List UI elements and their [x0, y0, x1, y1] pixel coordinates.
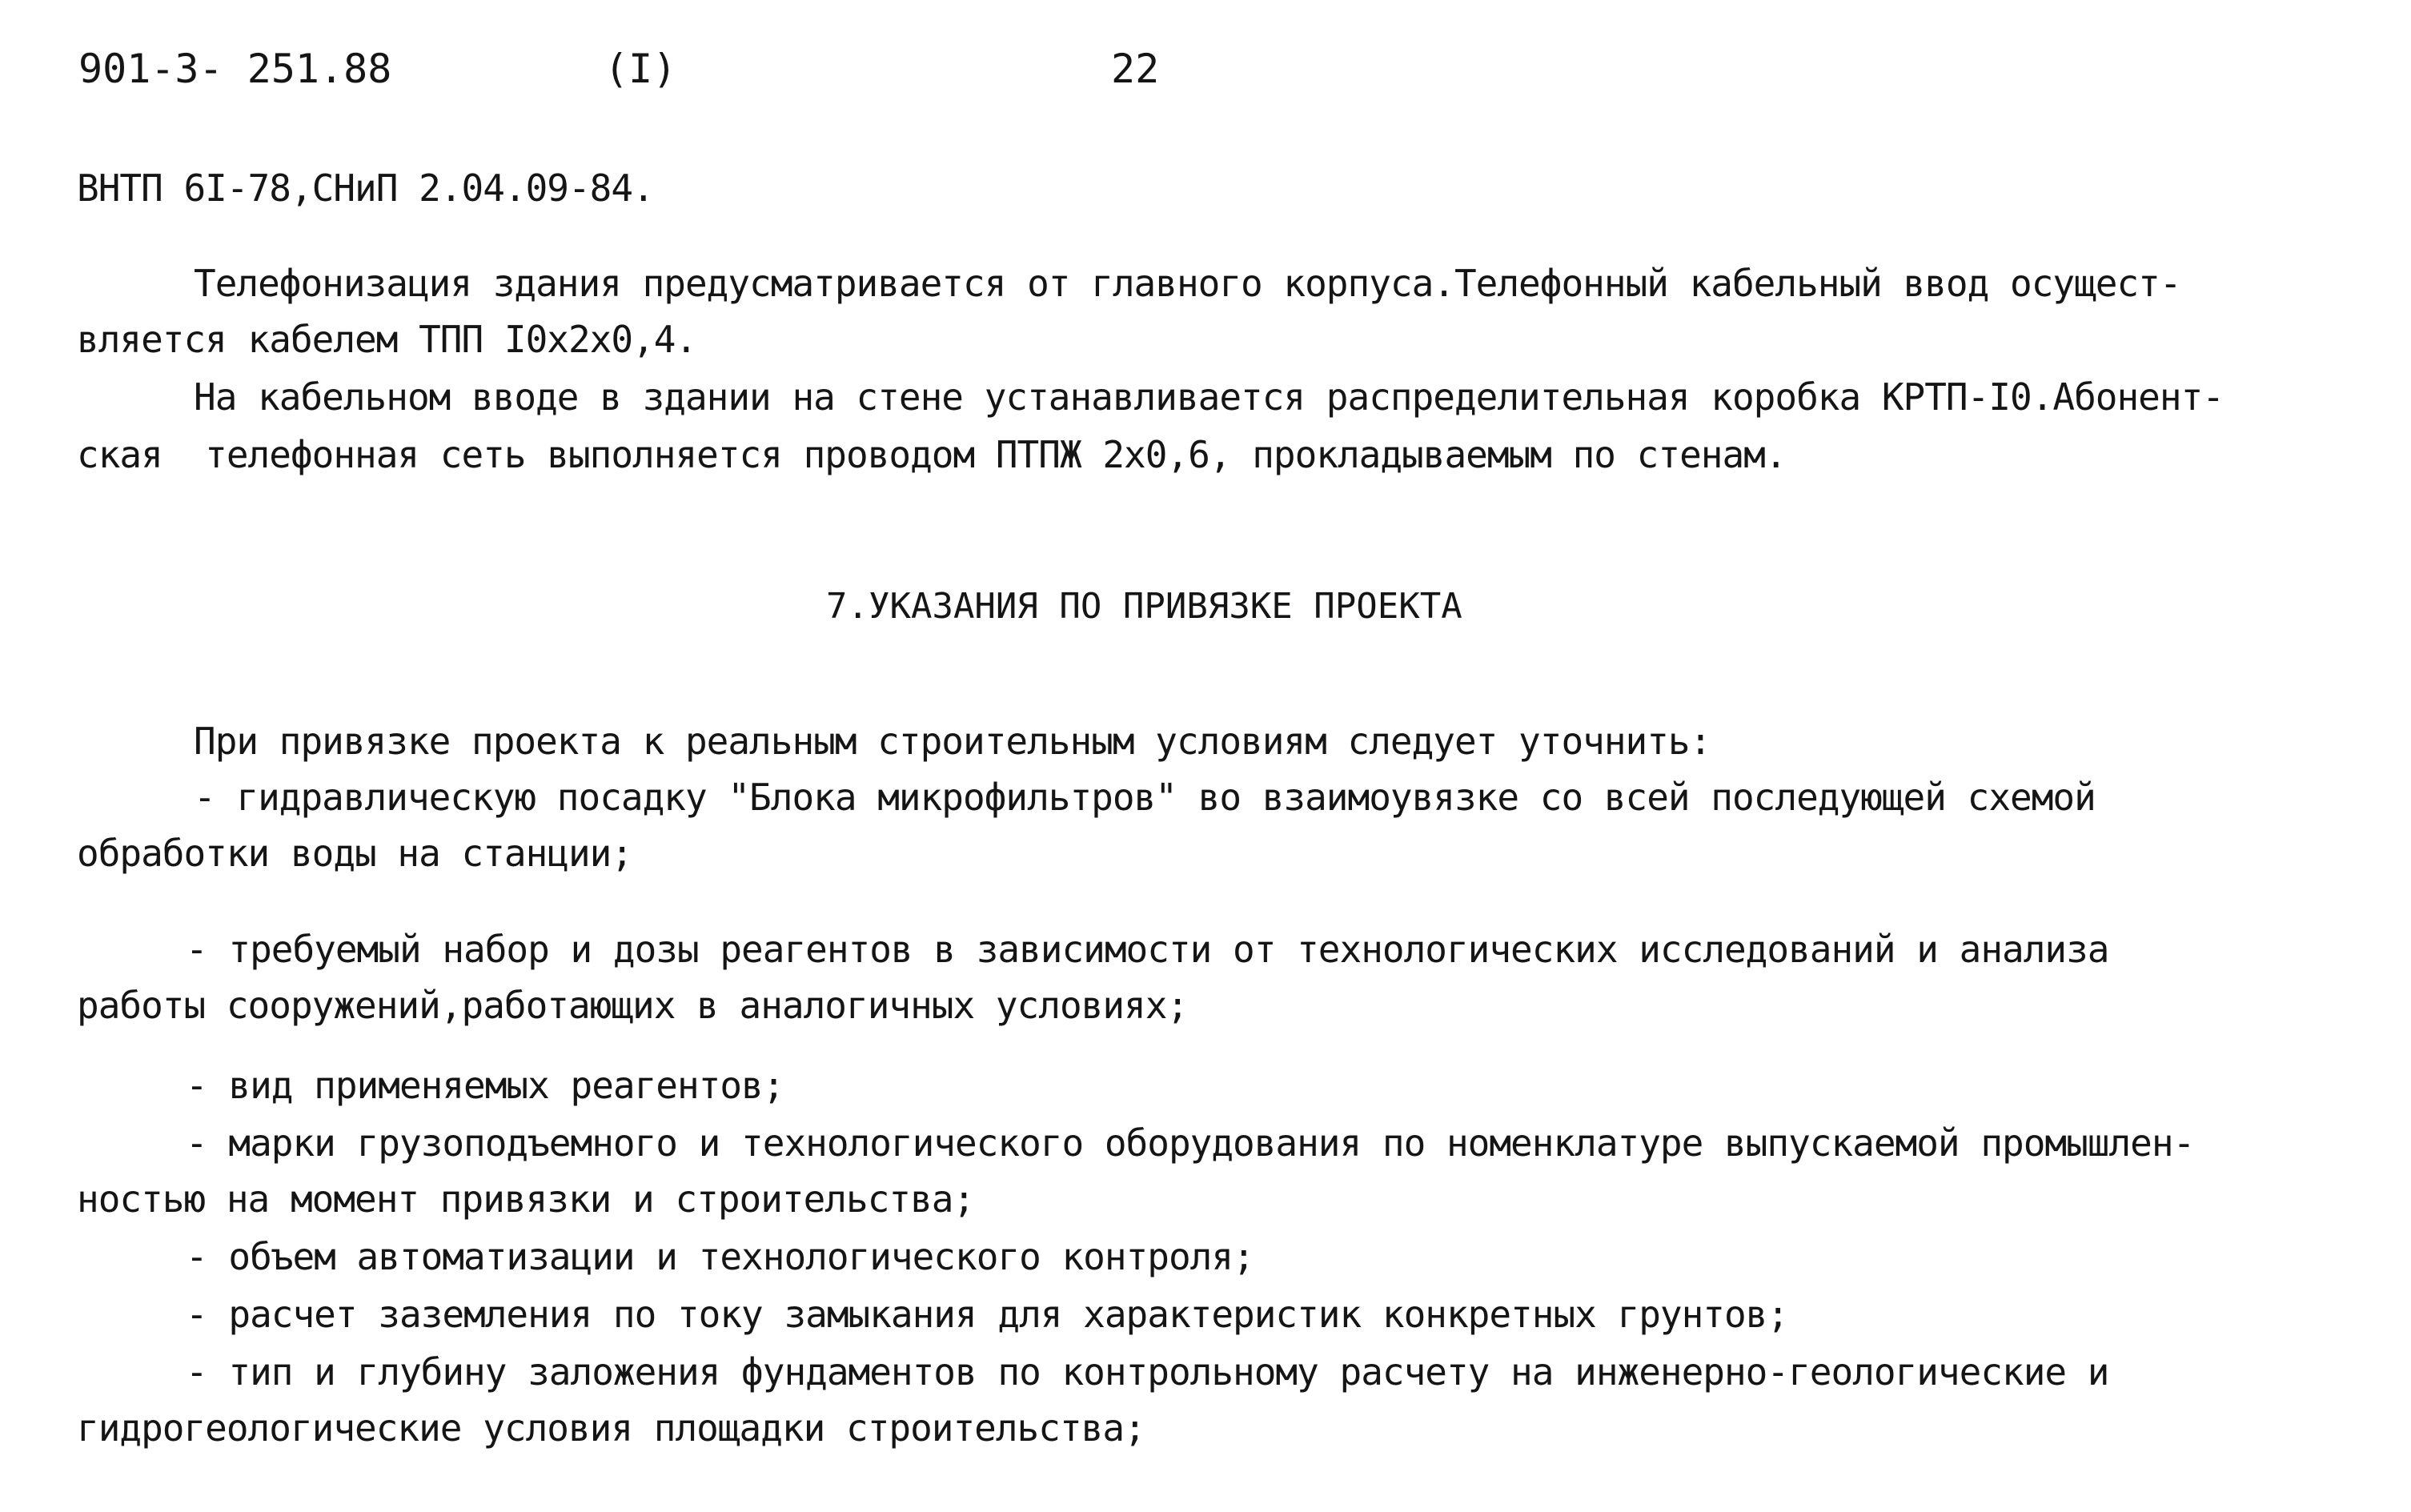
telephony-paragraph-1-line-2: вляется кабелем ТПП I0x2x0,4. — [77, 318, 697, 361]
list-item-3-line-1: - вид применяемых реагентов; — [186, 1064, 784, 1107]
telephony-paragraph-2-line-2: ская телефонная сеть выполняется проводом ПТПЖ 2x0,6, прокладываемым по стенам. — [77, 433, 1787, 476]
telephony-paragraph-1-line-1: Телефонизация здания предусматривается от главного корпуса.Телефонный кабельный ввод осущест- — [194, 262, 2181, 305]
list-item-4-line-1: - марки грузоподъемного и технологического оборудования по номенклатуре выпускаемой промышлен- — [186, 1121, 2195, 1165]
list-item-7-line-2: гидрогеологические условия площадки строительства; — [77, 1406, 1145, 1450]
list-item-1-line-1: - гидравлическую посадку "Блока микрофильтров" во взаимоувязке со всей последующей схемой — [194, 776, 2096, 819]
section-7-intro: При привязке проекта к реальным строительным условиям следует уточнить: — [194, 720, 1711, 763]
telephony-paragraph-2-line-1: На кабельном вводе в здании на стене устанавливается распределительная коробка КРТП-I0.Абонент- — [194, 375, 2224, 419]
norms-line: ВНТП 6I-78,СНиП 2.04.09-84. — [77, 166, 654, 210]
section-7-title: 7.УКАЗАНИЯ ПО ПРИВЯЗКЕ ПРОЕКТА — [826, 586, 1462, 627]
list-item-1-line-2: обработки воды на станции; — [77, 832, 633, 875]
list-item-2-line-2: работы сооружений,работающих в аналогичных условиях; — [77, 984, 1189, 1027]
list-item-5-line-1: - объем автоматизации и технологического контроля; — [186, 1235, 1254, 1278]
list-item-7-line-1: - тип и глубину заложения фундаментов по контрольному расчету на инженерно-геологические и — [186, 1350, 2109, 1394]
list-item-6-line-1: - расчет заземления по току замыкания для характеристик конкретных грунтов; — [186, 1293, 1789, 1336]
list-item-2-line-1: - требуемый набор и дозы реагентов в зависимости от технологических исследований и анализа — [186, 928, 2109, 971]
page-number: 22 — [1111, 46, 1160, 92]
list-item-4-line-2: ностью на момент привязки и строительства; — [77, 1177, 975, 1221]
document-code: 901-3- 251.88 — [78, 46, 392, 92]
part-number: (I) — [604, 46, 677, 92]
